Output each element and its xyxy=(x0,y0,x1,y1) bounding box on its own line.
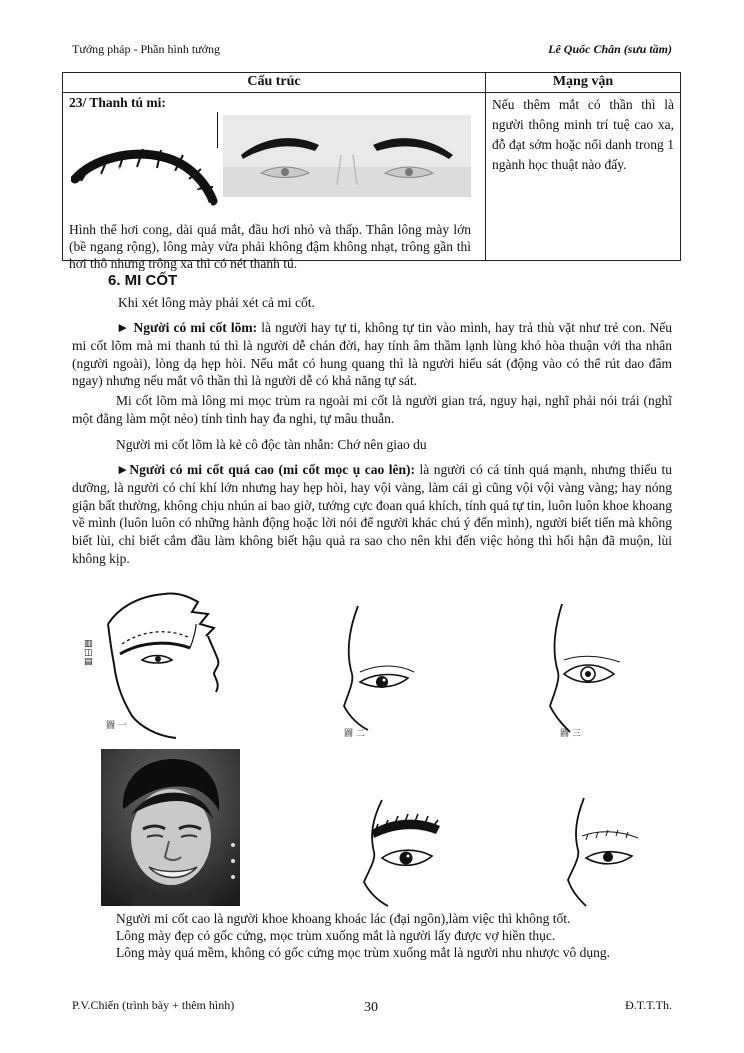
col-structure-header: Cấu trúc xyxy=(63,73,486,93)
eyebrows-photo-illustration xyxy=(223,115,471,197)
col-fate-header: Mạng vận xyxy=(486,73,681,93)
eye-sketch-figure-4 xyxy=(352,796,462,908)
caption-3: Lông mày quá mềm, không có gốc cứng mọc trùm xuống mắt là người nhu nhược vô dụng. xyxy=(116,945,611,960)
face-sketch-figure-1 xyxy=(80,584,230,744)
figure-3-label: 圖 三 xyxy=(560,729,581,739)
paragraph-text: là người có cá tính quá mạnh, nhưng thiếu tu dưỡng, là người có chí khí lớn nhưng hay hẹp hòi, hay vội vàng, làm cái gì cũng vội vội vàng vàng; hay nóng giận bất thường, không chịu nhún ai bao giờ, tướng cực đoan quá khích, tính quá tự tin, luôn luôn khoe khoang về mình (luôn luôn có những hành động hoặc lời nói để người khác chú ý đến mình), người biết tiến mà không biết lùi, chỉ biết cắm đầu làm không biết hậu quả ra sao cho nên khi đến việc hỏng thì hối hận đã muộn, lùi không kịp. xyxy=(72,462,672,566)
caption-1: Người mi cốt cao là người khoe khoang khoác lác (đại ngôn),làm việc thì không tốt. xyxy=(116,911,571,926)
eye-sketch-figure-5 xyxy=(556,794,656,908)
header-right: Lê Quốc Chân (sưu tầm) xyxy=(548,42,672,56)
eye-sketch-figure-3 xyxy=(540,600,640,736)
section-title: 6. MI CỐT xyxy=(108,272,178,289)
page-number: 30 xyxy=(364,1000,378,1015)
paragraph-lead: ►Người có mi cốt quá cao (mi cốt mọc ụ cao lên): xyxy=(116,462,416,477)
paragraph-lead: ► Người có mi cốt lõm: xyxy=(116,320,258,335)
portrait-photo xyxy=(101,749,240,906)
caption-2: Lông mày đẹp có gốc cứng, mọc trùm xuống mắt là người lấy được vợ hiền thục. xyxy=(116,928,556,943)
figure-2-label: 圖 二 xyxy=(344,729,365,739)
divider-line xyxy=(217,112,218,148)
paragraph-sunken-brow-bone xyxy=(72,319,672,390)
paragraph-overgrown-brow: Mi cốt lõm mà lông mi mọc trùm ra ngoài mi cốt là người gian trá, nguy hại, nghĩ phải nói trái (nghĩ một đằng làm một nẻo) tính tình hay đa nghi, tự mâu thuẫn. xyxy=(72,393,672,426)
footer-right: Đ.T.T.Th. xyxy=(625,998,672,1012)
eye-sketch-figure-2 xyxy=(338,602,438,732)
figure-1-vertical-label: ▥ ◫ ▤ xyxy=(84,639,93,667)
paragraph-high-brow-bone xyxy=(72,461,672,568)
structure-cell xyxy=(63,93,486,271)
structure-table xyxy=(62,72,681,271)
paragraph-text: là người hay tự ti, không tự tin vào mình, hay trả thù vặt như trẻ con. Nếu mi cốt lõm mà mi thanh tú thì là người dễ chán đời, hay tính âm thầm lạnh lùng khó hòa thuận với tha nhân (người ngoài), lòng dạ hẹp hòi. Nếu mắt có hung quang thì là người hiếu sát (động vào có thể rút dao đâm ngay) nhưng nếu mắt vô thần thì là người dễ có khả năng tự sát. xyxy=(72,320,672,389)
header-left: Tướng pháp - Phần hình tướng xyxy=(72,42,221,56)
paragraph-lonely-cruel: Người mi cốt lõm là kẻ cô độc tàn nhẫn: Chớ nên giao du xyxy=(116,437,427,452)
eyebrow-sketch-illustration xyxy=(71,141,221,213)
fate-cell: Nếu thêm mắt có thần thì là người thông minh trí tuệ cao xa, đỗ đạt sớm hoặc nổi danh trong 1 ngành học thuật nào đấy. xyxy=(486,93,681,261)
figure-1-label: 圖 一 xyxy=(106,721,127,731)
intro-paragraph: Khi xét lông mày phải xét cả mi cốt. xyxy=(118,295,315,310)
row-description: Hình thể hơi cong, dài quá mắt, đầu hơi nhỏ và thấp. Thân lông mày lớn (bề ngang rộng), lông mày vừa phải không đậm không nhạt, trông gần thì hơi thô nhưng trông xa thì có nét thanh tú. xyxy=(69,222,471,271)
row-title: 23/ Thanh tú mi: xyxy=(69,95,166,110)
footer-left: P.V.Chiến (trình bày + thêm hình) xyxy=(72,998,235,1012)
